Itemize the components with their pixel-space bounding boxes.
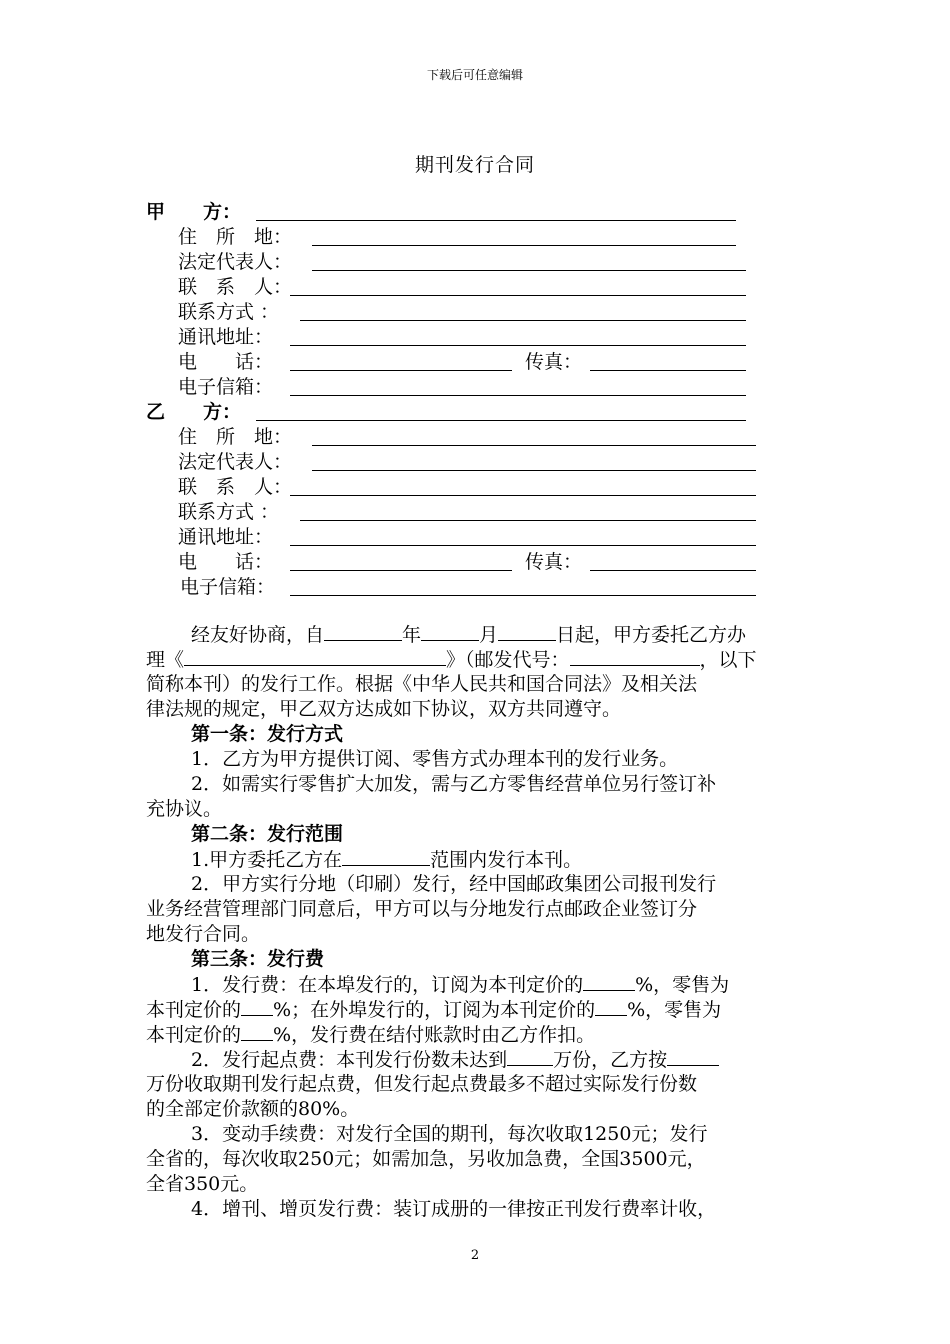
party-b-fax-label: 传真： bbox=[525, 551, 583, 573]
party-a-contact-method-label: 联系方式 ： bbox=[178, 301, 280, 323]
article-3-item-4: 4．增刊、增页发行费：装订成册的一律按正刊发行费率计收， bbox=[191, 1198, 717, 1220]
article-text: 1．发行费：在本埠发行的，订阅为本刊定价的 bbox=[191, 974, 584, 996]
party-a-mail-address-line[interactable] bbox=[290, 345, 746, 346]
party-a-fax-label: 传真： bbox=[525, 351, 583, 373]
article-2-item-2: 2．甲方实行分地（印刷）发行，经中国邮政集团公司报刊发行 bbox=[191, 873, 717, 895]
postal-code-blank[interactable] bbox=[570, 647, 700, 666]
article-text: 本刊定价的 bbox=[146, 999, 242, 1021]
article-1-item-2-cont: 充协议。 bbox=[146, 798, 223, 820]
nonlocal-retail-rate-blank[interactable] bbox=[241, 1022, 273, 1041]
intro-text: 理《 bbox=[146, 649, 185, 671]
party-b-email-line[interactable] bbox=[290, 595, 756, 596]
article-3-item-2-cont: 万份收取期刊发行起点费，但发行起点费最多不超过实际发行份数 bbox=[146, 1073, 698, 1095]
start-day-blank[interactable] bbox=[498, 622, 556, 641]
party-a-phone-line[interactable] bbox=[290, 370, 512, 371]
contract-body bbox=[146, 622, 806, 1222]
party-b-fax-line[interactable] bbox=[590, 570, 756, 571]
start-year-blank[interactable] bbox=[324, 622, 402, 641]
article-3-heading: 第三条：发行费 bbox=[191, 948, 325, 970]
article-3-item-3: 3．变动手续费：对发行全国的期刊，每次收取1250元；发行 bbox=[191, 1123, 708, 1145]
party-b-mail-address-label: 通讯地址： bbox=[178, 526, 274, 548]
article-3-item-2-cont: 的全部定价款额的80%。 bbox=[146, 1098, 360, 1120]
start-month-blank[interactable] bbox=[421, 622, 479, 641]
party-b-contact-line[interactable] bbox=[290, 495, 756, 496]
article-3-item-2 bbox=[146, 1047, 806, 1072]
article-2-item-2-cont: 地发行合同。 bbox=[146, 923, 261, 945]
party-a-address-label: 住 所 地： bbox=[178, 226, 293, 248]
local-retail-rate-blank[interactable] bbox=[241, 997, 273, 1016]
party-a-label: 甲 方： bbox=[146, 201, 242, 223]
distribution-scope-blank[interactable] bbox=[342, 847, 430, 866]
intro-text: 月 bbox=[479, 624, 499, 646]
article-text: 2．发行起点费：本刊发行份数未达到 bbox=[191, 1049, 508, 1071]
party-a-legal-rep-label: 法定代表人： bbox=[178, 251, 293, 273]
party-a-contact-method-line[interactable] bbox=[300, 320, 746, 321]
party-a-mail-address-label: 通讯地址： bbox=[178, 326, 274, 348]
article-2-heading: 第二条：发行范围 bbox=[191, 823, 344, 845]
article-text: %；在外埠发行的，订阅为本刊定价的 bbox=[273, 999, 596, 1021]
party-b-label: 乙 方： bbox=[146, 401, 242, 423]
party-a-legal-rep-line[interactable] bbox=[312, 270, 746, 271]
party-b-name-line[interactable] bbox=[256, 420, 746, 421]
party-b-legal-rep-line[interactable] bbox=[312, 470, 756, 471]
journal-name-blank[interactable] bbox=[184, 647, 446, 666]
article-text: %，零售为 bbox=[627, 999, 722, 1021]
party-b-email-label: 电子信箱： bbox=[180, 576, 276, 598]
local-subscription-rate-blank[interactable] bbox=[583, 972, 635, 991]
intro-text: 日起，甲方委托乙方办 bbox=[556, 624, 747, 646]
intro-text: 》（邮发代号： bbox=[446, 649, 570, 671]
article-2-item-2-cont: 业务经营管理部门同意后，甲方可以与分地发行点邮政企业签订分 bbox=[146, 898, 698, 920]
party-b-address-line[interactable] bbox=[312, 445, 756, 446]
nonlocal-subscription-rate-blank[interactable] bbox=[595, 997, 627, 1016]
party-a-name-line[interactable] bbox=[256, 220, 736, 221]
page-header-note: 下载后可任意编辑 bbox=[426, 68, 523, 82]
party-b-address-label: 住 所 地： bbox=[178, 426, 293, 448]
article-text: %，零售为 bbox=[635, 974, 730, 996]
article-3-item-1-cont bbox=[146, 997, 806, 1022]
party-a-contact-label: 联 系 人： bbox=[178, 276, 293, 298]
charge-copies-blank[interactable] bbox=[667, 1047, 719, 1066]
article-1-heading: 第一条：发行方式 bbox=[191, 723, 344, 745]
party-a-email-line[interactable] bbox=[290, 395, 746, 396]
intro-line-2 bbox=[146, 647, 806, 672]
article-text: %，发行费在结付账款时由乙方作扣。 bbox=[273, 1024, 596, 1046]
intro-text: 年 bbox=[402, 624, 422, 646]
intro-line-4: 律法规的规定，甲乙双方达成如下协议，双方共同遵守。 bbox=[146, 698, 622, 720]
intro-text: ，以下 bbox=[699, 649, 757, 671]
article-1-item-1: 1．乙方为甲方提供订阅、零售方式办理本刊的发行业务。 bbox=[191, 748, 679, 770]
article-3-item-1-cont bbox=[146, 1022, 806, 1047]
party-a-email-label: 电子信箱： bbox=[178, 376, 274, 398]
intro-text: 经友好协商，自 bbox=[191, 624, 325, 646]
article-1-item-2: 2．如需实行零售扩大加发，需与乙方零售经营单位另行签订补 bbox=[191, 773, 717, 795]
party-b-contact-method-label: 联系方式 ： bbox=[178, 501, 280, 523]
article-text: 本刊定价的 bbox=[146, 1024, 242, 1046]
article-text: 1.甲方委托乙方在 bbox=[191, 849, 343, 871]
article-3-item-1 bbox=[146, 972, 806, 997]
page-number: 2 bbox=[470, 1248, 480, 1263]
article-2-item-1 bbox=[146, 847, 806, 872]
article-3-item-3-cont: 全省的，每次收取250元；如需加急，另收加急费，全国3500元， bbox=[146, 1148, 706, 1170]
party-a-address-line[interactable] bbox=[312, 245, 736, 246]
document-title: 期刊发行合同 bbox=[414, 154, 535, 176]
threshold-copies-blank[interactable] bbox=[507, 1047, 553, 1066]
party-a-fax-line[interactable] bbox=[590, 370, 746, 371]
party-b-legal-rep-label: 法定代表人： bbox=[178, 451, 293, 473]
party-a-phone-label: 电 话： bbox=[178, 351, 274, 373]
party-b-contact-label: 联 系 人： bbox=[178, 476, 293, 498]
party-b-mail-address-line[interactable] bbox=[290, 545, 756, 546]
intro-line-1 bbox=[146, 622, 806, 647]
party-a-contact-line[interactable] bbox=[290, 295, 746, 296]
article-text: 范围内发行本刊。 bbox=[430, 849, 583, 871]
party-b-contact-method-line[interactable] bbox=[300, 520, 756, 521]
article-text: 万份，乙方按 bbox=[553, 1049, 668, 1071]
article-3-item-3-cont: 全省350元。 bbox=[146, 1173, 259, 1195]
party-b-phone-label: 电 话： bbox=[178, 551, 274, 573]
party-b-phone-line[interactable] bbox=[290, 570, 512, 571]
intro-line-3: 简称本刊）的发行工作。根据《中华人民共和国合同法》及相关法 bbox=[146, 673, 698, 695]
